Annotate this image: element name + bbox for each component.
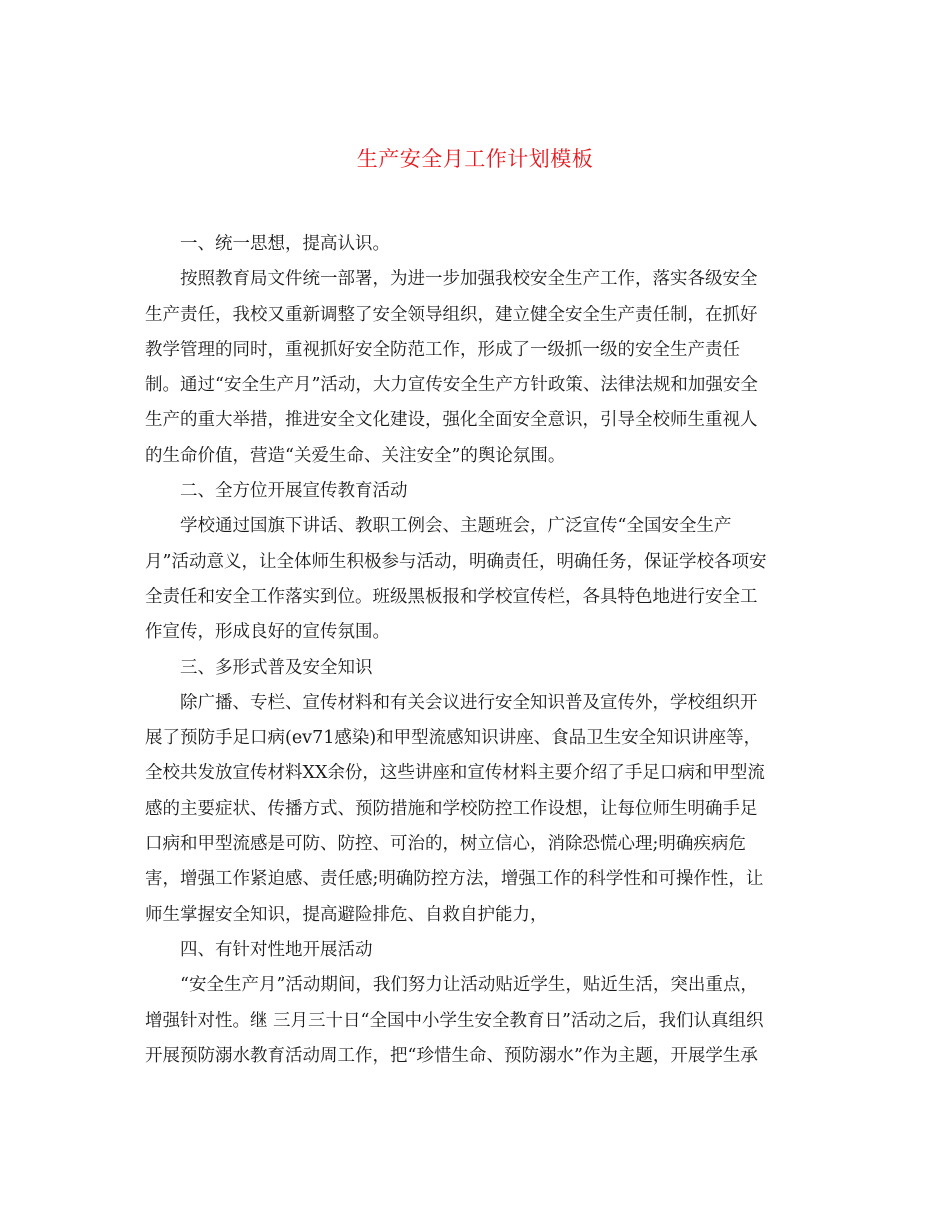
body-line: 月”活动意义，让全体师生积极参与活动，明确责任，明确任务，保证学校各项安 <box>145 551 767 572</box>
body-line: 按照教育局文件统一部署，为进一步加强我校安全生产工作，落实各级安全 <box>180 269 758 290</box>
document-body <box>145 227 810 1074</box>
body-line: 制。通过“安全生产月”活动，大力宣传安全生产方针政策、法律法规和加强安全 <box>145 375 758 396</box>
body-line: 师生掌握安全知识，提高避险排危、自救自护能力， <box>145 904 548 925</box>
body-line: 一、统一思想，提高认识。 <box>180 234 390 254</box>
body-line: 除广播、专栏、宣传材料和有关会议进行安全知识普及宣传外，学校组织开 <box>180 692 758 713</box>
body-line: 展了预防手足口病(ev71感染)和甲型流感知识讲座、食品卫生安全知识讲座等， <box>145 728 762 749</box>
body-line: “安全生产月”活动期间，我们努力让活动贴近学生，贴近生活，突出重点， <box>180 975 758 996</box>
body-line: 开展预防溺水教育活动周工作，把“珍惜生命、预防溺水”作为主题，开展学生承 <box>145 1045 758 1066</box>
body-line: 四、有针对性地开展活动 <box>180 939 373 960</box>
body-line: 学校通过国旗下讲话、教职工例会、主题班会，广泛宣传“全国安全生产 <box>180 516 732 537</box>
body-line: 口病和甲型流感是可防、防控、可治的，树立信心，消除恐慌心理;明确疾病危 <box>145 834 746 855</box>
body-line: 害，增强工作紧迫感、责任感;明确防控方法，增强工作的科学性和可操作性，让 <box>145 869 764 890</box>
body-line: 生产的重大举措，推进安全文化建设，强化全面安全意识，引导全校师生重视人 <box>145 410 758 431</box>
body-line: 的生命价值，营造“关爱生命、关注安全”的舆论氛围。 <box>145 445 566 466</box>
body-line: 全校共发放宣传材料XX余份，这些讲座和宣传材料主要介绍了手足口病和甲型流 <box>145 763 765 784</box>
body-line: 作宣传，形成良好的宣传氛围。 <box>145 622 390 643</box>
body-line: 教学管理的同时，重视抓好安全防范工作，形成了一级抓一级的安全生产责任 <box>145 339 740 360</box>
body-line: 感的主要症状、传播方式、预防措施和学校防控工作设想，让每位师生明确手足 <box>145 798 758 819</box>
body-line: 二、全方位开展宣传教育活动 <box>180 481 408 502</box>
body-line: 三、多形式普及安全知识 <box>180 657 373 678</box>
body-line: 增强针对性。继 三月三十日“全国中小学生安全教育日”活动之后，我们认真组织 <box>145 1010 764 1031</box>
document-title: 生产安全月工作计划模板 <box>356 147 594 171</box>
body-line: 全责任和安全工作落实到位。班级黑板报和学校宣传栏，各具特色地进行安全工 <box>145 586 758 607</box>
body-line: 生产责任，我校又重新调整了安全领导组织，建立健全安全生产责任制，在抓好 <box>145 304 758 325</box>
